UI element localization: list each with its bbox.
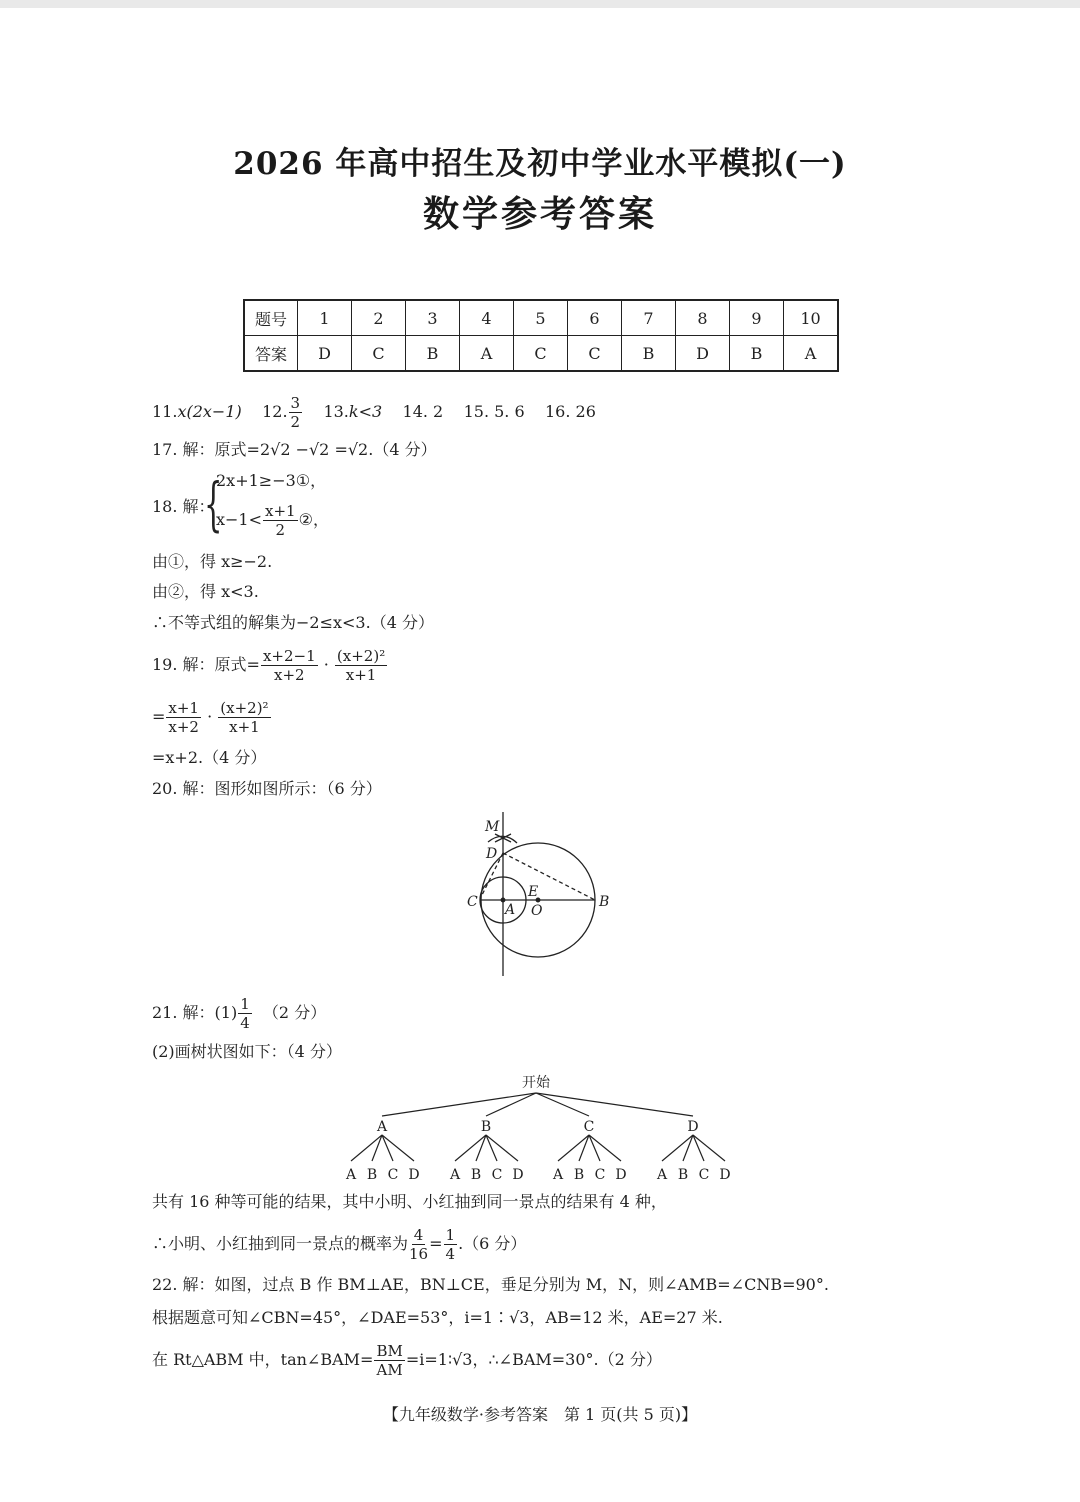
numerator: 4 (413, 1226, 424, 1244)
question-number: 9 (730, 300, 784, 336)
dot: · (207, 707, 213, 726)
answer-cell: D (676, 336, 730, 372)
denominator: x+2 (274, 666, 305, 684)
question-number: 10 (784, 300, 839, 336)
q12-num: 12. (262, 402, 288, 421)
title-line-1: 2026 年高中招生及初中学业水平模拟(一) (233, 146, 847, 182)
tree-leaf: A (345, 1167, 357, 1183)
denominator: x+2 (168, 718, 199, 736)
label-o: O (531, 903, 543, 919)
header-label: 题号 (244, 300, 298, 336)
denominator: 16 (409, 1245, 429, 1263)
tree-branch (536, 1093, 693, 1116)
q21-summary: 共有 16 种等可能的结果，其中小明、小红抽到同一景点的结果有 4 种， (152, 1192, 667, 1211)
numerator: 3 (290, 394, 301, 412)
question-number: 8 (676, 300, 730, 336)
q11-num: 11. (152, 402, 178, 421)
label-m: M (485, 819, 500, 835)
answer-cell: C (352, 336, 406, 372)
tree-branch (382, 1093, 536, 1116)
q21-label: 21. 解：(1) (152, 1003, 238, 1022)
answer-label: 答案 (244, 336, 298, 372)
equals: = (429, 1234, 443, 1253)
q21-part1 (152, 993, 326, 1033)
tree-leaf: C (594, 1167, 606, 1183)
numerator: x+2−1 (262, 647, 316, 665)
q21-part2: (2)画树状图如下：（4 分） (152, 1042, 342, 1061)
q13-num: 13. (323, 402, 349, 421)
q21-probability (152, 1222, 526, 1266)
tree-leaf: D (719, 1167, 731, 1183)
tree-diagram (345, 1075, 731, 1183)
tree-leaf: B (366, 1167, 378, 1183)
q15: 15. 5. 6 (463, 402, 525, 421)
tree-node: C (583, 1119, 595, 1135)
tree-node: B (480, 1119, 492, 1135)
tree-leaf: A (449, 1167, 461, 1183)
tree-branch (382, 1135, 414, 1161)
answer-cell: B (730, 336, 784, 372)
q18-l2a: x−1< (216, 510, 263, 529)
q22-line1: 22. 解：如图，过点 B 作 BM⊥AE，BN⊥CE，垂足分别为 M，N，则∠AMB=∠CNB=90°. (152, 1275, 829, 1294)
answer-cell: C (514, 336, 568, 372)
q17: 17. 解：原式=2√2 −√2 =√2.（4 分） (152, 440, 437, 459)
numerator: 1 (240, 995, 250, 1013)
q18-l2b: ②， (298, 510, 329, 529)
fraction (238, 995, 252, 1032)
tree-leaf: A (656, 1167, 668, 1183)
q16: 16. 26 (544, 402, 596, 421)
tree-leaf: B (470, 1167, 482, 1183)
q18-label: 18. 解： (152, 497, 215, 516)
tree-leaf: B (677, 1167, 689, 1183)
denominator: 4 (445, 1245, 456, 1263)
label-e: E (528, 884, 539, 900)
tree-leaf: D (615, 1167, 627, 1183)
question-number: 3 (406, 300, 460, 336)
numerator: BM (376, 1342, 403, 1360)
numerator: (x+2)² (220, 699, 269, 717)
score: （2 分） (262, 1003, 327, 1022)
tree-branch (589, 1135, 621, 1161)
denominator: x+1 (229, 718, 260, 736)
title-line-2: 数学参考答案 (422, 193, 657, 235)
label-b: B (599, 894, 610, 910)
dashed-db (503, 853, 595, 900)
numerator: x+1 (168, 699, 199, 717)
denominator: AM (376, 1361, 403, 1379)
fraction (374, 1342, 404, 1379)
score: .（6 分） (458, 1234, 527, 1253)
q22-line3 (152, 1338, 662, 1382)
answer-cell: B (622, 336, 676, 372)
numerator: 1 (445, 1226, 456, 1244)
answer-cell: A (784, 336, 839, 372)
question-number: 5 (514, 300, 568, 336)
tree-node: D (687, 1119, 699, 1135)
tree-leaf: D (512, 1167, 524, 1183)
denominator: 2 (275, 521, 286, 539)
answer-cell: A (460, 336, 514, 372)
tree-leaf: C (698, 1167, 710, 1183)
q20-text: 20. 解：图形如图所示：（6 分） (152, 779, 382, 798)
tree-leaf: A (552, 1167, 564, 1183)
page-footer: 【九年级数学·参考答案 第 1 页(共 5 页)】 (382, 1405, 698, 1424)
tree-leaf: C (491, 1167, 503, 1183)
text: 在 Rt△ABM 中，tan∠BAM= (152, 1350, 374, 1369)
answer-cell: B (406, 336, 460, 372)
denominator: x+1 (345, 666, 377, 684)
equals: = (152, 707, 166, 726)
label-a: A (505, 902, 516, 918)
q19-label: 19. 解：原式= (152, 655, 260, 674)
fraction (409, 1226, 428, 1263)
question-number: 7 (622, 300, 676, 336)
tree-branch (486, 1135, 518, 1161)
tree-node: A (376, 1119, 388, 1135)
tree-leaf: C (387, 1167, 399, 1183)
tree-leaf: D (408, 1167, 420, 1183)
question-number: 6 (568, 300, 622, 336)
question-number: 1 (298, 300, 352, 336)
q14: 14. 2 (402, 402, 444, 421)
q18-line1: 2x+1≥−3①， (216, 471, 327, 490)
fraction (444, 1226, 458, 1263)
tree-leaf: B (573, 1167, 585, 1183)
answer-cell: C (568, 336, 622, 372)
q11-answer: x(2x−1) (177, 402, 242, 421)
label-c: C (467, 894, 478, 910)
q13-answer: k<3 (348, 402, 383, 421)
question-number: 4 (460, 300, 514, 336)
tree-root: 开始 (522, 1075, 550, 1091)
dot: · (323, 655, 329, 674)
q18-step2: 由②，得 x<3. (152, 582, 259, 601)
brace: { (204, 470, 223, 538)
denominator: 4 (240, 1014, 250, 1032)
question-number: 2 (352, 300, 406, 336)
label-d: D (486, 846, 498, 862)
tree-branch (693, 1135, 725, 1161)
q18-step1: 由①，得 x≥−2. (152, 552, 273, 571)
q18-step3: ∴不等式组的解集为−2≤x<3.（4 分） (152, 613, 434, 632)
q19-result: =x+2.（4 分） (152, 748, 267, 767)
denominator: 2 (290, 413, 301, 431)
answer-cell: D (298, 336, 352, 372)
text: =i=1∶√3，∴∠BAM=30°.（2 分） (405, 1350, 662, 1369)
numerator: (x+2)² (336, 647, 386, 665)
text: ∴小明、小红抽到同一景点的概率为 (152, 1234, 409, 1253)
numerator: x+1 (265, 502, 296, 520)
q22-line2: 根据题意可知∠CBN=45°，∠DAE=53°，i=1∶√3，AB=12 米，AE=27 米. (152, 1308, 723, 1327)
